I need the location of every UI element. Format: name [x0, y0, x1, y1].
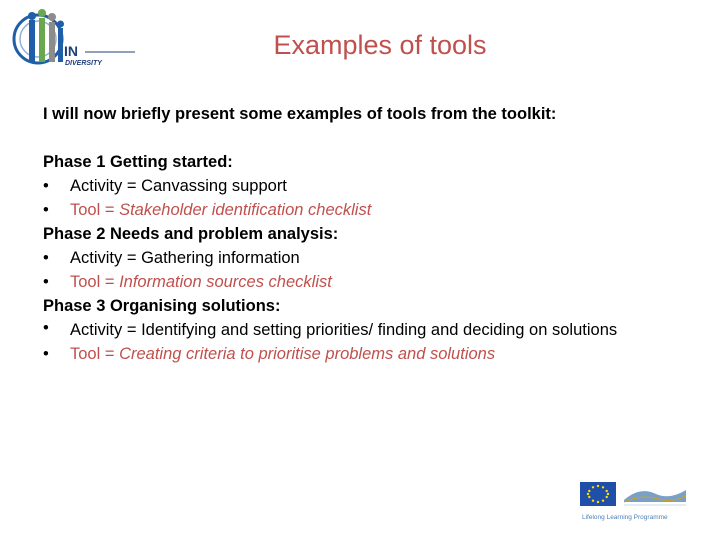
- bullet-icon: •: [43, 177, 49, 195]
- phase-2-heading: Phase 2 Needs and problem analysis:: [43, 225, 339, 243]
- programme-caption: Lifelong Learning Programme: [582, 514, 668, 521]
- logo-text-in: IN: [64, 43, 78, 59]
- phase-1-activity: [43, 174, 663, 198]
- tool-label: Tool =: [70, 345, 120, 363]
- tool-label: Tool =: [70, 273, 120, 291]
- figure-grey: [49, 22, 55, 62]
- tool-value: Creating criteria to prioritise problems and solutions: [119, 345, 496, 363]
- activity-value: Identifying and setting priorities/ finding and deciding on solutions: [141, 321, 618, 339]
- phase-2-tool: [43, 270, 663, 294]
- programme-wave-icon: [624, 490, 686, 502]
- activity-label: Activity =: [70, 321, 142, 339]
- phase-1-heading: Phase 1 Getting started:: [43, 153, 233, 171]
- phase-3-activity: [43, 318, 663, 342]
- in-diversity-logo: [10, 6, 140, 76]
- bullet-icon: •: [43, 249, 49, 267]
- phase-3-tool: [43, 342, 663, 366]
- bullet-icon: •: [43, 319, 49, 337]
- activity-value: Gathering information: [141, 249, 300, 267]
- tool-value: Stakeholder identification checklist: [119, 201, 372, 219]
- phase-2-activity: [43, 246, 663, 270]
- activity-value: Canvassing support: [141, 177, 287, 195]
- slide-body: [43, 102, 663, 366]
- figure-green: [39, 18, 45, 62]
- intro-text: I will now briefly present some examples of tools from the toolkit:: [43, 105, 557, 123]
- bullet-icon: •: [43, 345, 49, 363]
- tool-label: Tool =: [70, 201, 120, 219]
- activity-label: Activity =: [70, 249, 142, 267]
- bullet-icon: •: [43, 273, 49, 291]
- activity-label: Activity =: [70, 177, 142, 195]
- logo-text-diversity: DIVERSITY: [65, 60, 102, 67]
- bullet-icon: •: [43, 201, 49, 219]
- phase-1-tool: [43, 198, 663, 222]
- slide-title: Examples of tools: [273, 30, 487, 60]
- figure-blue: [29, 20, 35, 62]
- tool-value: Information sources checklist: [119, 273, 332, 291]
- phase-3-heading: Phase 3 Organising solutions:: [43, 297, 281, 315]
